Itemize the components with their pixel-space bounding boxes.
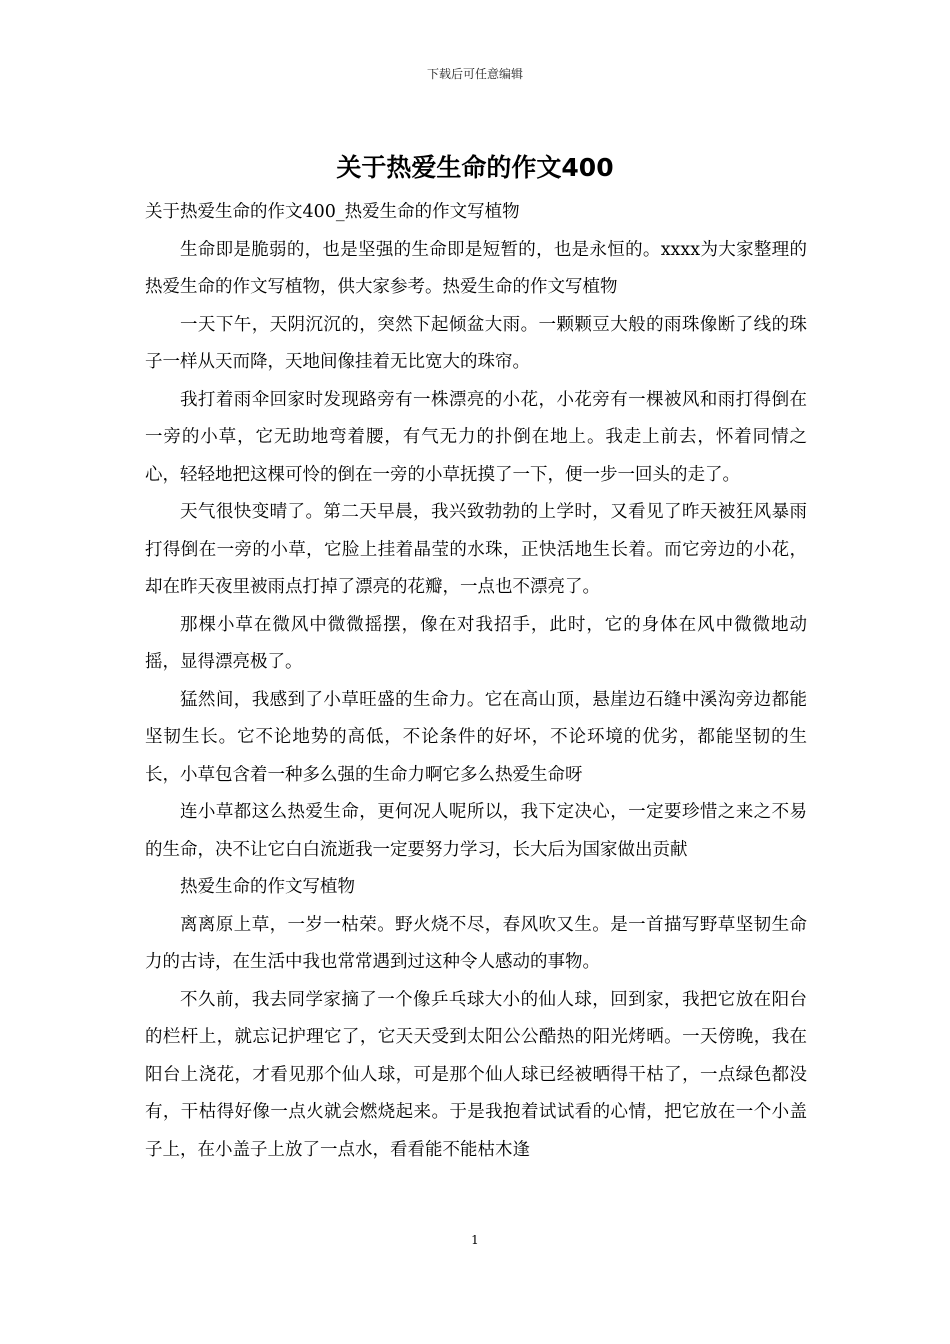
- page-header-note: 下载后可任意编辑: [426, 67, 523, 81]
- document-title: 关于热爱生命的作文400: [336, 153, 614, 182]
- body-paragraph: 关于热爱生命的作文400_热爱生命的作文写植物: [145, 202, 520, 222]
- document-body: [145, 194, 807, 1169]
- page-number: 1: [471, 1233, 479, 1247]
- body-paragraph: 天气很快变晴了。第二天早晨，我兴致勃勃的上学时，又看见了昨天被狂风暴雨打得倒在一旁的小草，它脸上挂着晶莹的水珠，正快活地生长着。而它旁边的小花，却在昨天夜里被雨点打掉了漂亮的花瓣，一点也不漂亮了。: [145, 502, 807, 597]
- body-paragraph: 不久前，我去同学家摘了一个像乒乓球大小的仙人球，回到家，我把它放在阳台的栏杆上，就忘记护理它了，它天天受到太阳公公酷热的阳光烤晒。一天傍晚，我在阳台上浇花，才看见那个仙人球，可是那个仙人球已经被晒得干枯了，一点绿色都没有，干枯得好像一点火就会燃烧起来。于是我抱着试试看的心情，把它放在一个小盖子上，在小盖子上放了一点水，看看能不能枯木逢: [145, 989, 807, 1160]
- body-paragraph: 我打着雨伞回家时发现路旁有一株漂亮的小花，小花旁有一棵被风和雨打得倒在一旁的小草，它无助地弯着腰，有气无力的扑倒在地上。我走上前去，怀着同情之心，轻轻地把这棵可怜的倒在一旁的小草抚摸了一下，便一步一回头的走了。: [145, 389, 807, 485]
- body-paragraph: 连小草都这么热爱生命，更何况人呢所以，我下定决心，一定要珍惜之来之不易的生命，决不让它白白流逝我一定要努力学习，长大后为国家做出贡献: [145, 802, 807, 860]
- body-paragraph: 热爱生命的作文写植物: [180, 877, 355, 897]
- body-paragraph: 生命即是脆弱的，也是坚强的生命即是短暂的，也是永恒的。xxxx为大家整理的热爱生命的作文写植物，供大家参考。热爱生命的作文写植物: [145, 239, 807, 297]
- body-paragraph: 猛然间，我感到了小草旺盛的生命力。它在高山顶，悬崖边石缝中溪沟旁边都能坚韧生长。它不论地势的高低，不论条件的好坏，不论环境的优劣，都能坚韧的生长，小草包含着一种多么强的生命力啊它多么热爱生命呀: [145, 689, 807, 785]
- body-paragraph: 那棵小草在微风中微微摇摆，像在对我招手，此时，它的身体在风中微微地动摇，显得漂亮极了。: [145, 614, 807, 672]
- body-paragraph: 一天下午，天阴沉沉的，突然下起倾盆大雨。一颗颗豆大般的雨珠像断了线的珠子一样从天而降，天地间像挂着无比宽大的珠帘。: [145, 314, 807, 372]
- body-paragraph: 离离原上草，一岁一枯荣。野火烧不尽，春风吹又生。是一首描写野草坚韧生命力的古诗，在生活中我也常常遇到过这种令人感动的事物。: [145, 914, 807, 972]
